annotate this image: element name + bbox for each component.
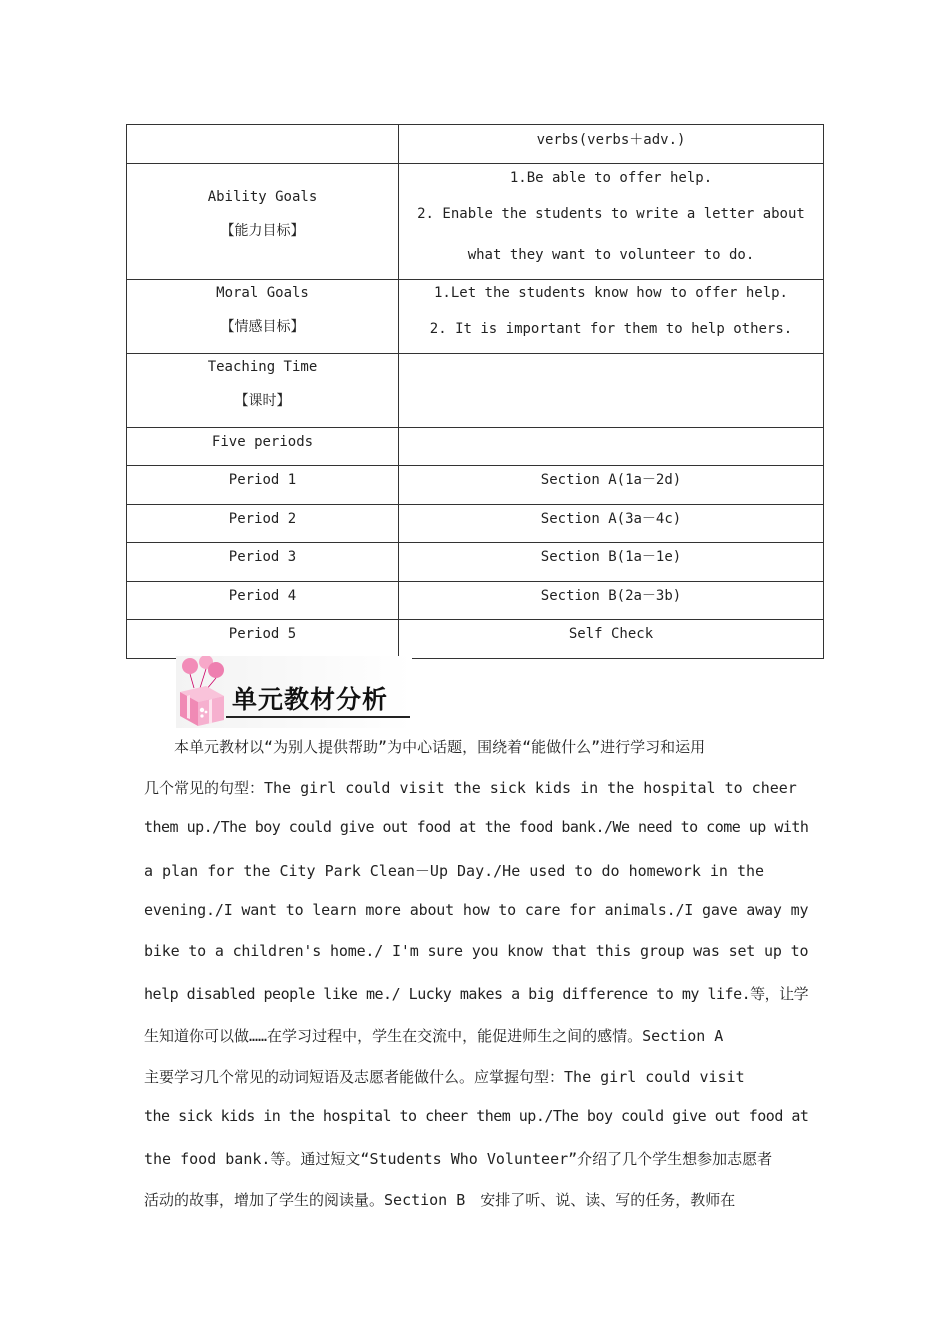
table-row: [127, 466, 824, 505]
period-section: Self Check: [568, 626, 654, 642]
period-name: Period 1: [228, 472, 297, 488]
paragraph-line: the food bank.等。通过短文“Students Who Volunteer”介绍了几个学生想参加志愿者: [144, 1150, 773, 1168]
table-row: [127, 354, 824, 428]
ability-goals-label: Ability Goals: [207, 189, 318, 205]
table-cell-empty: [399, 428, 824, 466]
period-section: Section B(2a－3b): [540, 588, 682, 604]
table-row: [127, 164, 824, 280]
moral-goal-1: 1.Let the students know how to offer help.: [433, 285, 788, 301]
five-periods-label: Five periods: [211, 434, 314, 450]
paragraph-line: the sick kids in the hospital to cheer them up./The boy could give out food at: [144, 1107, 809, 1125]
table-row: [127, 428, 824, 466]
period-name: Period 5: [228, 626, 297, 642]
period-section: Section A(1a－2d): [540, 472, 682, 488]
table-row: [127, 125, 824, 164]
table-row: [127, 543, 824, 582]
section-heading: 单元教材分析: [232, 685, 389, 714]
table-row: [127, 505, 824, 543]
teaching-time-label: Teaching Time: [207, 359, 318, 375]
ability-goal-2-cont: what they want to volunteer to do.: [467, 247, 755, 263]
paragraph-line: them up./The boy could give out food at the food bank./We need to come up with: [144, 818, 809, 836]
table-row: [127, 280, 824, 354]
period-name: Period 2: [228, 511, 297, 527]
unit-plan-table: [126, 124, 824, 659]
heading-underline: [226, 716, 410, 718]
period-name: Period 4: [228, 588, 297, 604]
table-row: [127, 620, 824, 659]
ability-goal-1: 1.Be able to offer help.: [509, 170, 713, 186]
period-section: Section B(1a－1e): [540, 549, 682, 565]
paragraph-line: evening./I want to learn more about how to care for animals./I gave away my: [144, 901, 809, 919]
paragraph-line: help disabled people like me./ Lucky makes a big difference to my life.等，让学: [144, 985, 809, 1003]
paragraph-line: a plan for the City Park Clean－Up Day./He used to do homework in the: [144, 862, 765, 880]
paragraph-line: 本单元教材以“为别人提供帮助”为中心话题，围绕着“能做什么”进行学习和运用: [144, 738, 706, 756]
table-cell-empty: [127, 125, 399, 164]
teaching-time-cn: 【课时】: [234, 393, 291, 409]
paragraph-line: 主要学习几个常见的动词短语及志愿者能做什么。应掌握句型：The girl could visit: [144, 1068, 745, 1086]
paragraph-line: 几个常见的句型：The girl could visit the sick kids in the hospital to cheer: [144, 779, 797, 797]
moral-goals-label: Moral Goals: [216, 285, 309, 301]
paragraph-line: 活动的故事，增加了学生的阅读量。Section B 安排了听、说、读、写的任务，教师在: [144, 1191, 736, 1209]
moral-goals-cn: 【情感目标】: [220, 319, 305, 335]
ability-goals-cn: 【能力目标】: [220, 223, 305, 239]
table-cell-empty: [399, 354, 824, 428]
period-section: Section A(3a－4c): [540, 511, 682, 527]
period-name: Period 3: [228, 549, 297, 565]
ability-goal-2: 2. Enable the students to write a letter about: [417, 206, 805, 222]
moral-goal-2: 2. It is important for them to help others.: [429, 321, 793, 337]
paragraph-line: bike to a children's home./ I'm sure you know that this group was set up to: [144, 942, 809, 960]
table-row: [127, 582, 824, 620]
paragraph-line: 生知道你可以做……在学习过程中，学生在交流中，能促进师生之间的感情。Section A: [144, 1027, 724, 1045]
verbs-note: verbs(verbs＋adv.): [536, 132, 686, 148]
